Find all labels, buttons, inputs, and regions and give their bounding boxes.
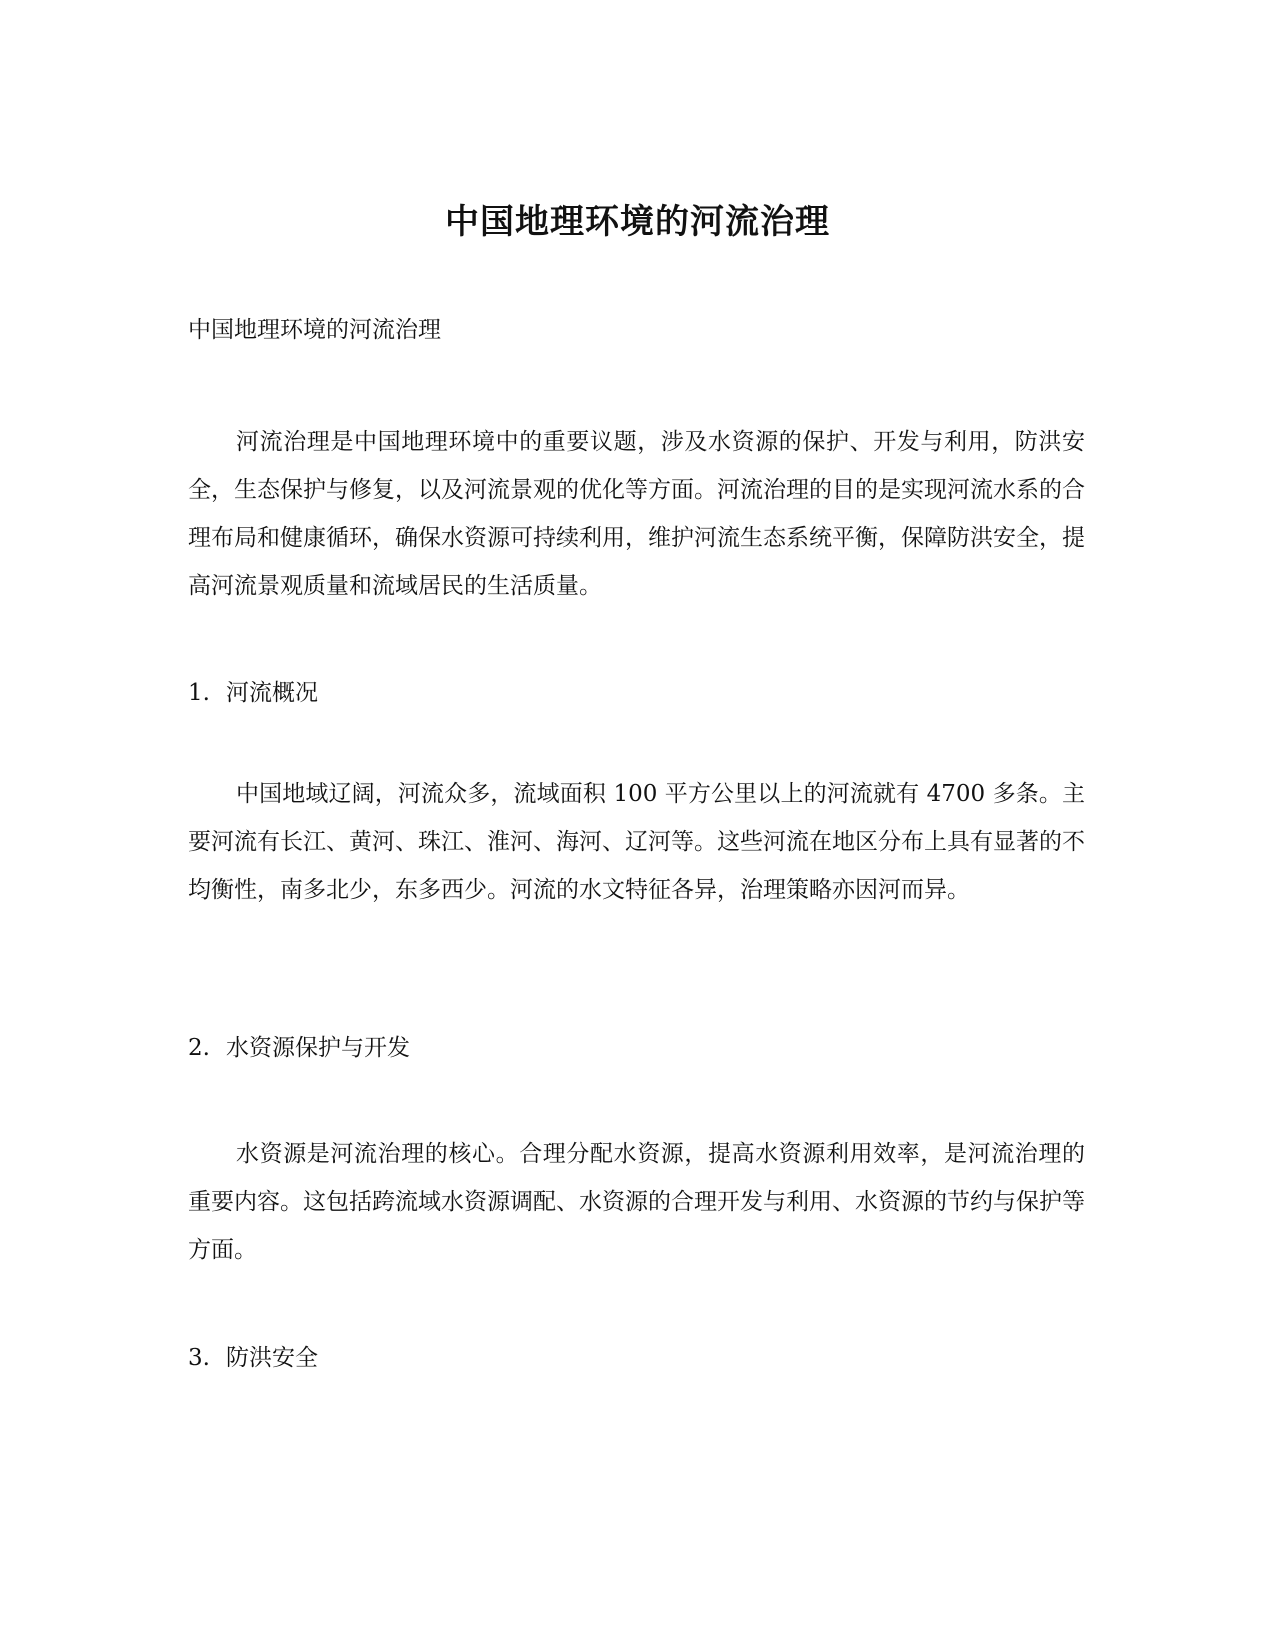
intro-paragraph: 河流治理是中国地理环境中的重要议题，涉及水资源的保护、开发与利用，防洪安全，生态保护与修复，以及河流景观的优化等方面。河流治理的目的是实现河流水系的合理布局和健康循环，确保水资源可持续利用，维护河流生态系统平衡，保障防洪安全，提高河流景观质量和流域居民的生活质量。 (188, 429, 1085, 599)
section-paragraph-1: 中国地域辽阔，河流众多，流域面积 100 平方公里以上的河流就有 4700 多条。主要河流有长江、黄河、珠江、淮河、海河、辽河等。这些河流在地区分布上具有显著的不均衡性，南多北少，东多西少。河流的水文特征各异，治理策略亦因河而异。 (188, 781, 1085, 903)
section-heading-text: 河流概况 (226, 680, 318, 706)
section-number: 3. (188, 1345, 210, 1371)
section-number: 2. (188, 1035, 210, 1061)
section-heading-text: 水资源保护与开发 (226, 1035, 410, 1061)
section-heading-1 (188, 675, 1085, 711)
section-heading-2 (188, 1030, 1085, 1066)
section-heading-text: 防洪安全 (226, 1345, 318, 1371)
document-title: 中国地理环境的河流治理 (445, 202, 830, 242)
document-subtitle: 中国地理环境的河流治理 (188, 317, 441, 343)
section-heading-3 (188, 1340, 1085, 1376)
section-paragraph-2: 水资源是河流治理的核心。合理分配水资源，提高水资源利用效率，是河流治理的重要内容。这包括跨流域水资源调配、水资源的合理开发与利用、水资源的节约与保护等方面。 (188, 1141, 1085, 1263)
section-number: 1. (188, 680, 210, 706)
